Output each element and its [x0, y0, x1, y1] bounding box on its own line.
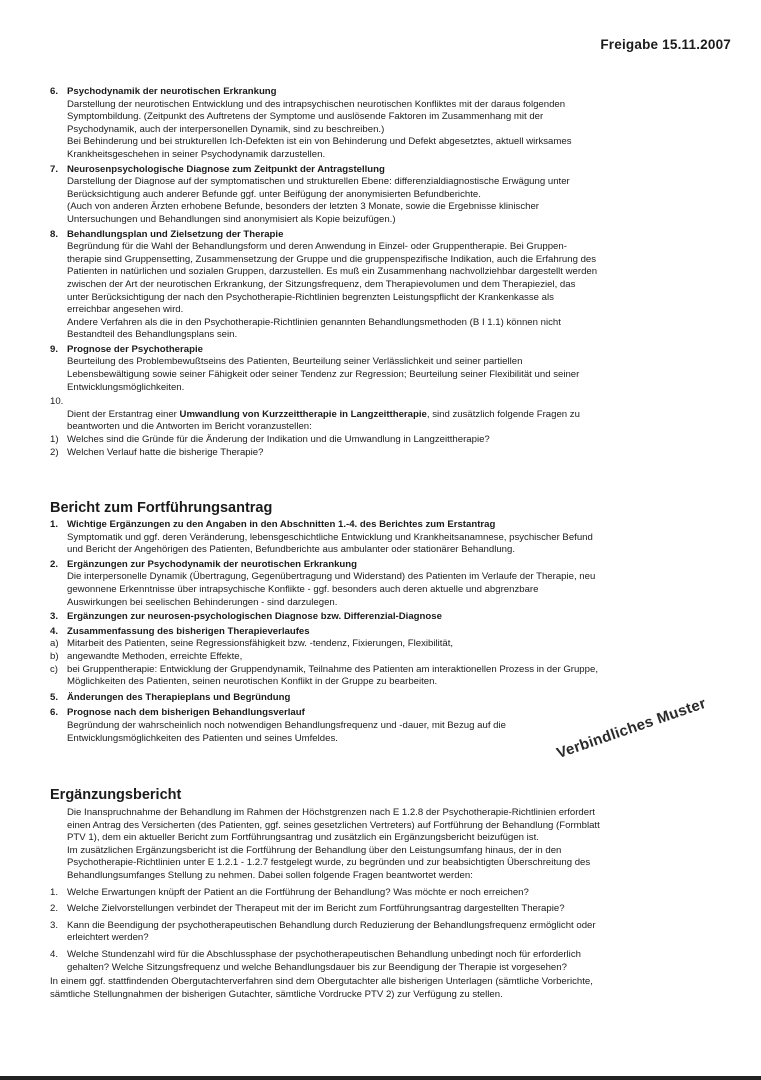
item-text: Begründung der wahrscheinlich noch notwendigen Behandlungsfrequenz und -dauer, mit Bezug auf die Entwicklungsmöglichkeiten des Patienten und seines Umfeldes. — [67, 719, 506, 744]
question-text: Kann die Beendigung der psychotherapeutischen Behandlung durch Reduzierung der Behandlungsfrequenz ermöglicht oder erleichtert werden? — [67, 919, 596, 944]
item-number: 5. — [50, 691, 59, 703]
question-number: 1. — [50, 886, 59, 898]
question-number: 2. — [50, 903, 59, 915]
item-6 — [0, 86, 761, 162]
fortfuehrung-item-2 — [0, 559, 761, 609]
question-number: 4. — [50, 948, 59, 960]
item-number: 2. — [50, 558, 59, 570]
sub-text: angewandte Methoden, erreichte Effekte, — [67, 650, 243, 662]
item-title: Prognose nach dem bisherigen Behandlungsverlauf — [67, 707, 305, 719]
fortfuehrung-item-1 — [0, 519, 761, 557]
ergaenzung-question-2 — [0, 903, 761, 916]
question-text: Welches sind die Gründe für die Änderung der Indikation und die Umwandlung in Langzeittherapie? — [67, 434, 490, 446]
ergaenzung-closing: In einem ggf. stattfindenden Obergutachterverfahren sind dem Obergutachter alle bisherigen Unterlagen (sämtliche Vorberichte, sämtliche Stellungnahmen der bisherigen Gutachter, sämtliche Vordrucke PTV 2) zur Verfügung zu stellen. — [50, 976, 593, 1000]
item-title: Psychodynamik der neurotischen Erkrankung — [67, 86, 277, 97]
item-title: Prognose der Psychotherapie — [67, 343, 203, 355]
question-text: Welche Zielvorstellungen verbindet der Therapeut mit der im Bericht zum Fortführungsantrag dargestellten Therapie? — [67, 903, 565, 915]
question-text: Welche Erwartungen knüpft der Patient an die Fortführung der Behandlung? Was möchte er noch erreichen? — [67, 886, 529, 898]
item-8 — [0, 229, 761, 342]
item-text: Darstellung der Diagnose auf der symptomatischen und strukturellen Ebene: differenzialdiagnostische Erwägung unter Berücksichtigung auch anderer Befunde ggf. unter Beifügung der anonymisierten Befundberichte. (Auch von anderen Ärzten erhobene Befunde, besonders der letzten 3 Monate, sowie die Ergebnisse klinischer Untersuchungen und Behandlungen sind anonymisiert als Kopie beizufügen.) — [67, 176, 570, 225]
release-date: Freigabe 15.11.2007 — [600, 37, 731, 52]
item-number: 3. — [50, 611, 59, 623]
item-title: Behandlungsplan und Zielsetzung der Therapie — [67, 228, 284, 240]
question-text: Welchen Verlauf hatte die bisherige Therapie? — [67, 446, 264, 458]
item-9 — [0, 344, 761, 394]
item-text-after: , sind zusätzlich folgende Fragen zu beantworten und die Antworten im Bericht voranzustellen: — [67, 408, 580, 433]
ergaenzung-question-1 — [0, 887, 761, 900]
item-text: Beurteilung des Problembewußtseins des Patienten, Beurteilung seiner Verlässlichkeit und seiner partiellen Lebensbewältigung sowie seiner Fähigkeit oder seiner Tendenz zur Regression; Beurteilung seiner Flexibilität und seiner Entwicklungsmöglichkeiten. — [67, 356, 580, 393]
question-number: 1) — [50, 434, 59, 446]
item-text: Begründung für die Wahl der Behandlungsform und deren Anwendung in Einzel- oder Gruppentherapie. Bei Gruppen- therapie sind Gruppensetting, Zusammensetzung der Gruppe und die gruppenspezifische Indikation, auch die Erfahrung des Patienten in natürlichen und sozialen Gruppen, darzustellen. Es muß ein Zusammenhang nachvollziehbar dargestellt werden zwischen der Art der neurotischen Erkrankung, der Sitzungsfrequenz, dem Therapievolumen und dem Therapieziel, das unter Berücksichtigung der nach den Psychotherapie-Richtlinien begrenzten Leistungspflicht der Krankenkasse als erreichbar angesehen wird. Andere Verfahren als die in den Psychotherapie-Richtlinien genannten Behandlungsmethoden (B I 1.1) können nicht Bestandteil des Behandlungsplans sein. — [67, 241, 598, 341]
verbindliches-muster-stamp: Verbindliches Muster — [554, 694, 709, 762]
item-title: Wichtige Ergänzungen zu den Angaben in den Abschnitten 1.-4. des Berichtes zum Erstantrag — [67, 519, 496, 530]
item-title: Neurosenpsychologische Diagnose zum Zeitpunkt der Antragstellung — [67, 163, 385, 175]
item-number: 1. — [50, 519, 59, 530]
fortfuehrung-item-3 — [0, 611, 761, 624]
item-number: 10. — [50, 396, 64, 408]
ergaenzung-body — [0, 807, 761, 1001]
fortfuehrung-items — [0, 519, 761, 745]
sub-item-b — [0, 651, 761, 664]
erstantrag-items — [0, 86, 761, 459]
question-number: 3. — [50, 919, 59, 931]
sub-letter: c) — [50, 663, 58, 675]
section-heading-fortfuehrung: Bericht zum Fortführungsantrag — [50, 500, 273, 516]
item-text-bold: Umwandlung von Kurzzeittherapie in Langzeittherapie — [179, 408, 427, 420]
item-10 — [0, 396, 761, 434]
item-text: Darstellung der neurotischen Entwicklung und des intrapsychischen neurotischen Konfliktes mit der daraus folgenden Symptombildung. (Zeitpunkt des Auftretens der Symptome und auslösende Faktoren im Zusammenhang mit der Psychodynamik, auch der interpersonellen Dynamik, sind zu beschreiben.) Bei Behinderung und bei strukturellen Ich-Defekten ist ein von Behinderung und Defekt abgesetztes, aktuell wirksames Krankheitsgeschehen in seiner Psychodynamik darzustellen. — [67, 98, 572, 160]
question-text: Welche Stundenzahl wird für die Abschlussphase der psychotherapeutischen Behandlung unbedingt noch für erforderlich gehalten? Welche Sitzungsfrequenz und welche Behandlungsdauer bis zur Beendigung der Therapie ist vorgesehen? — [67, 948, 581, 973]
ergaenzung-question-4 — [0, 949, 761, 974]
question-number: 2) — [50, 446, 59, 458]
sub-item-c — [0, 664, 761, 689]
sub-letter: a) — [50, 638, 59, 650]
fortfuehrung-item-5 — [0, 692, 761, 705]
ergaenzung-question-3 — [0, 920, 761, 945]
sub-letter: b) — [50, 650, 59, 662]
item-title: Änderungen des Therapieplans und Begründung — [67, 691, 291, 703]
item-text-before: Dient der Erstantrag einer — [67, 408, 180, 420]
item-number: 9. — [50, 343, 59, 355]
item-number: 6. — [50, 707, 59, 719]
item-title: Ergänzungen zur neurosen-psychologischen Diagnose bzw. Differenzial-Diagnose — [67, 611, 442, 623]
fortfuehrung-item-4 — [0, 626, 761, 639]
question-2 — [0, 447, 761, 460]
sub-item-a — [0, 638, 761, 651]
item-7 — [0, 164, 761, 227]
item-number: 8. — [50, 228, 59, 240]
item-text: Symptomatik und ggf. deren Veränderung, lebensgeschichtliche Entwicklung und Krankheitsanamnese, psychischer Befund und Bericht der Angehörigen des Patienten, Befundberichte aus ambulanter oder stationärer Behandlung. — [67, 531, 593, 556]
item-title: Zusammenfassung des bisherigen Therapieverlaufes — [67, 625, 310, 637]
ergaenzung-intro: Die Inanspruchnahme der Behandlung im Rahmen der Höchstgrenzen nach E 1.2.8 der Psychotherapie-Richtlinien erfordert einen Antrag des Versicherten (des Patienten, ggf. seines gesetzlichen Vertreters) auf Fortführung der Behandlung (Formblatt PTV 1), dem ein aktueller Bericht zum Fortführungsantrag und zusätzlich ein Ergänzungsbericht beizufügen ist. Im zusätzlichen Ergänzungsbericht ist die Fortführung der Behandlung über den Leistungsumfang hinaus, der in den Psychotherapie-Richtlinien unter E 1.2.1 - 1.2.7 festgelegt wurde, zu begründen und zur beabsichtigten Überschreitung des Behandlungsumfanges Stellung zu nehmen. Dabei sollen folgende Fragen beantwortet werden: — [67, 807, 600, 881]
item-number: 6. — [50, 86, 59, 97]
bottom-rule — [0, 1076, 761, 1080]
sub-text: Mitarbeit des Patienten, seine Regressionsfähigkeit bzw. -tendenz, Fixierungen, Flexibilität, — [67, 638, 454, 650]
section-heading-ergaenzung: Ergänzungsbericht — [50, 787, 182, 803]
question-1 — [0, 434, 761, 447]
item-number: 4. — [50, 625, 59, 637]
item-title: Ergänzungen zur Psychodynamik der neurotischen Erkrankung — [67, 558, 358, 570]
sub-text: bei Gruppentherapie: Entwicklung der Gruppendynamik, Teilnahme des Patienten am interaktionellen Prozess in der Gruppe, Möglichkeiten des Patienten, seinen neurotischen Konflikt in der Gruppe zu bearbeiten. — [67, 663, 598, 688]
item-text: Die interpersonelle Dynamik (Übertragung, Gegenübertragung und Widerstand) des Patienten im Verlaufe der Therapie, neu gewonnene Erkenntnisse über intrapsychische Konflikte - ggf. besonders auch deren aktuelle und abgrenzbare Auswirkungen bei seelischen Behinderungen - sind darzulegen. — [67, 571, 596, 608]
item-number: 7. — [50, 163, 59, 175]
